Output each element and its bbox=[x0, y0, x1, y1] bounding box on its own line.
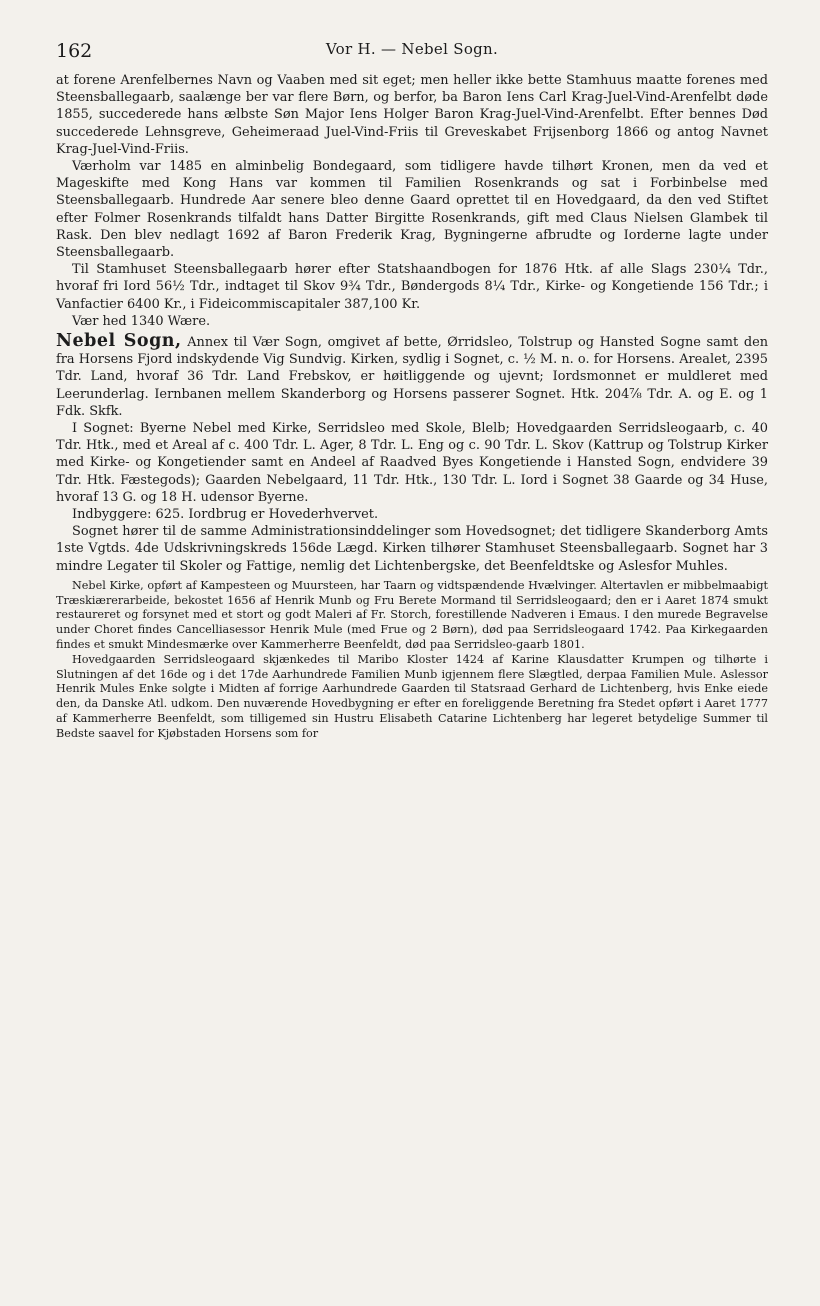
paragraph: Sognet hører til de samme Administrationsinddelinger som Hovedsognet; det tidligere Skanderborg Amts 1ste Vgtds. 4de Udskrivningskreds 156de Lægd. Kirken tilhører Stamhuset Steensballegaarb. Sognet har 3 mindre Legater til Skoler og Fattige, nemlig det Lichtenbergske, det Beenfeldtske og Aslesfor Muhles. bbox=[56, 524, 768, 574]
page-number: 162 bbox=[56, 40, 93, 62]
paragraph: Værholm var 1485 en alminbelig Bondegaard, som tidligere havde tilhørt Kronen, men da ved et Mageskifte med Kong Hans var kommen til Familien Rosenkrands og sat i Forbinbelse med Steensballegaarb. Hundrede Aar senere bleo denne Gaard oprettet til en Hovedgaard, da den ved Stiftet efter Folmer Rosenkrands tilfaldt hans Datter Birgitte Rosenkrands, gift med Claus Nielsen Glambek til Rask. Den blev nedlagt 1692 af Baron Frederik Krag, Bygningerne afbrudte og Iorderne lagte under Steensballegaarb. bbox=[56, 159, 768, 261]
running-head: Vor H. — Nebel Sogn. bbox=[325, 40, 499, 58]
small-print-notes bbox=[56, 579, 768, 742]
paragraph: Indbyggere: 625. Iordbrug er Hovederhvervet. bbox=[72, 507, 379, 523]
note-paragraph: Nebel Kirke, opført af Kampesteen og Muursteen, har Taarn og vidtspændende Hvælvinger. Altertavlen er mibbelmaabigt Træskiærerarbeide, bekostet 1656 af Henrik Munb og Fru Berete Mormand til Serridsleogaard; den er i Aaret 1874 smukt restaureret og forsynet med et stort og godt Maleri af Fr. Storch, forestillende Nadveren i Emaus. I den murede Begravelse under Choret findes Cancelliasessor Henrik Mule (med Frue og 2 Børn), død paa Serridsleogaard 1742. Paa Kirkegaarden findes et smukt Mindesmærke over Kammerherre Beenfeldt, død paa Serridsleo-gaarb 1801. bbox=[56, 578, 768, 652]
parish-entry bbox=[56, 333, 768, 575]
paragraph: at forene Arenfelbernes Navn og Vaaben med sit eget; men heller ikke bette Stamhuus maatte forenes med Steensballegaarb, saalænge ber var flere Børn, og berfor, ba Baron Iens Carl Krag-Juel-Vind-Arenfelbt døde 1855, succederede hans ælbste Søn Major Iens Holger Baron Krag-Juel-Vind-Arenfelbt. Efter bennes Død succederede Lehnsgreve, Geheimeraad Juel-Vind-Friis til Greveskabet Frijsenborg 1866 og antog Navnet Krag-Juel-Vind-Friis. bbox=[56, 73, 768, 157]
paragraph: Til Stamhuset Steensballegaarb hører efter Statshaandbogen for 1876 Htk. af alle Slags 230¼ Tdr., hvoraf fri Iord 56½ Tdr., indtaget til Skov 9¾ Tdr., Bøndergods 8¼ Tdr., Kirke- og Kongetiende 156 Tdr.; i Vanfactier 6400 Kr., i Fideicommiscapitaler 387,100 Kr. bbox=[56, 262, 768, 312]
note-paragraph: Hovedgaarden Serridsleogaard skjænkedes til Maribo Kloster 1424 af Karine Klausdatter Krumpen og tilhørte i Slutningen af det 16de og i det 17de Aarhundrede Familien Munb igjennem flere Slægtled, derpaa Familien Mule. Aslessor Henrik Mules Enke solgte i Midten af forrige Aarhundrede Gaarden til Statsraad Gerhard de Lichtenberg, hvis Enke eiede den, da Danske Atl. udkom. Den nuværende Hovedbygning er efter en foreliggende Beretning fra Stedet opført i Aaret 1777 af Kammerherre Beenfeldt, som tilligemed sin Hustru Elisabeth Catarine Lichtenberg har legeret betydelige Summer til Bedste saavel for Kjøbstaden Horsens som for bbox=[56, 652, 768, 740]
paragraph: Vær hed 1340 Wære. bbox=[72, 313, 211, 329]
body-text bbox=[56, 72, 768, 330]
paragraph: I Sognet: Byerne Nebel med Kirke, Serridsleo med Skole, Blelb; Hovedgaarden Serridsleogaarb, c. 40 Tdr. Htk., med et Areal af c. 400 Tdr. L. Ager, 8 Tdr. L. Eng og c. 90 Tdr. L. Skov (Kattrup og Tolstrup Kirker med Kirke- og Kongetiender samt en Andeel af Raadved Byes Kongetiende i Hansted Sogn, endvidere 39 Tdr. Htk. Fæstegods); Gaarden Nebelgaard, 11 Tdr. Htk., 130 Tdr. L. Iord i Sognet 38 Gaarde og 34 Huse, hvoraf 13 G. og 18 H. udensor Byerne. bbox=[56, 421, 768, 505]
entry-heading: Nebel Sogn, bbox=[56, 331, 182, 352]
entry-intro bbox=[56, 333, 768, 420]
entry-text: Annex til Vær Sogn, omgivet af bette, Ørridsleo, Tolstrup og Hansted Sogne samt den fra Horsens Fjord indskydende Vig Sundvig. Kirken, sydlig i Sognet, c. ½ M. n. o. for Horsens. Arealet, 2395 Tdr. Land, hvoraf 36 Tdr. Land Frebskov, er høitliggende og ujevnt; Iordsmonnet er muldleret med Leerunderlag. Iernbanen mellem Skanderborg og Horsens passerer Sognet. Htk. 204⅞ Tdr. A. og E. og 1 Fdk. Skfk. bbox=[56, 335, 768, 419]
page-header bbox=[56, 26, 768, 72]
